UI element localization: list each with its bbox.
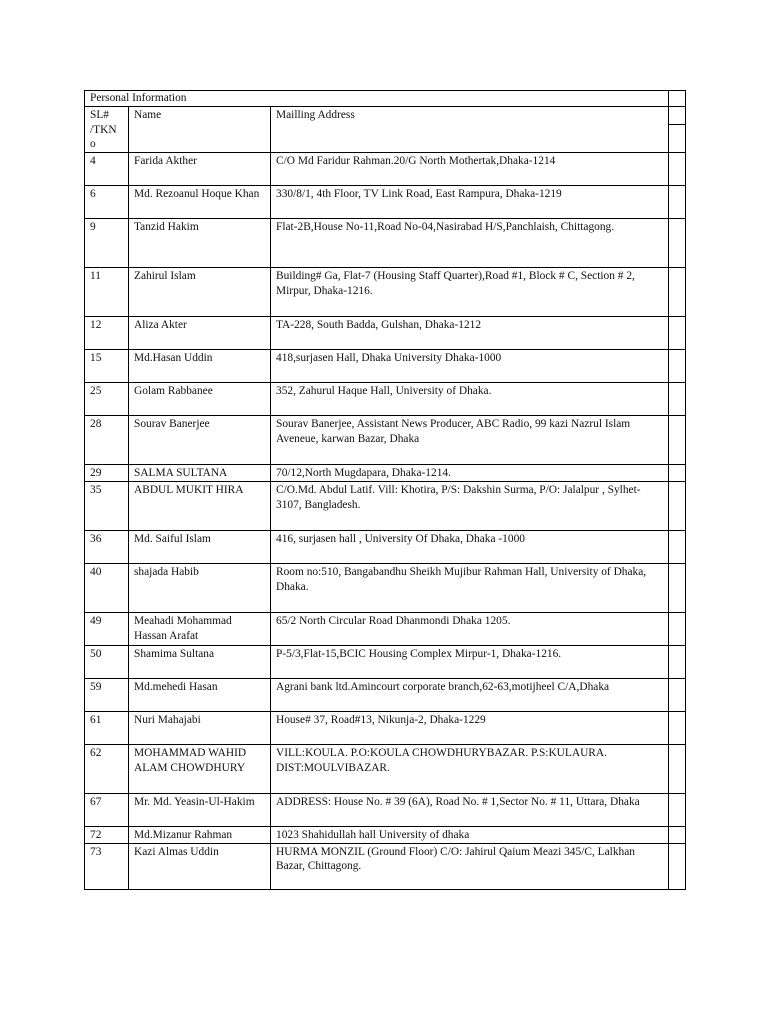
table-row — [85, 564, 686, 613]
table-row — [85, 350, 686, 383]
header-row — [85, 107, 686, 153]
cell-name: ABDUL MUKIT HIRA — [129, 482, 271, 531]
cell-name: Golam Rabbanee — [129, 383, 271, 416]
empty-cell — [669, 843, 686, 889]
empty-cell — [669, 794, 686, 827]
table-title: Personal Information — [85, 91, 669, 107]
cell-name: SALMA SULTANA — [129, 465, 271, 482]
table-row — [85, 465, 686, 482]
cell-sl: 12 — [85, 317, 129, 350]
cell-address: Sourav Banerjee, Assistant News Producer, ABC Radio, 99 kazi Nazrul Islam Aveneue, karwan Bazar, Dhaka — [271, 416, 669, 465]
cell-sl: 9 — [85, 219, 129, 268]
table-row — [85, 482, 686, 531]
cell-name: Nuri Mahajabi — [129, 712, 271, 745]
table-row — [85, 646, 686, 679]
cell-address: Agrani bank ltd.Amincourt corporate branch,62-63,motijheel C/A,Dhaka — [271, 679, 669, 712]
cell-address: 65/2 North Circular Road Dhanmondi Dhaka 1205. — [271, 613, 669, 646]
table-row — [85, 416, 686, 465]
cell-name: Zahirul Islam — [129, 268, 271, 317]
cell-name: Sourav Banerjee — [129, 416, 271, 465]
cell-sl: 6 — [85, 186, 129, 219]
cell-address: ADDRESS: House No. # 39 (6A), Road No. # 1,Sector No. # 11, Uttara, Dhaka — [271, 794, 669, 827]
cell-sl: 29 — [85, 465, 129, 482]
header-sl: SL# /TKN o — [85, 107, 129, 153]
empty-cell — [669, 745, 686, 794]
cell-address: House# 37, Road#13, Nikunja-2, Dhaka-1229 — [271, 712, 669, 745]
cell-sl: 28 — [85, 416, 129, 465]
empty-cell — [669, 679, 686, 712]
empty-cell — [669, 564, 686, 613]
table-row — [85, 186, 686, 219]
empty-cell — [669, 186, 686, 219]
empty-cell — [669, 465, 686, 482]
cell-sl: 4 — [85, 153, 129, 186]
cell-address: 330/8/1, 4th Floor, TV Link Road, East Rampura, Dhaka-1219 — [271, 186, 669, 219]
cell-name: Md.mehedi Hasan — [129, 679, 271, 712]
cell-sl: 67 — [85, 794, 129, 827]
cell-name: Md.Hasan Uddin — [129, 350, 271, 383]
cell-name: Mr. Md. Yeasin-Ul-Hakim — [129, 794, 271, 827]
cell-name: MOHAMMAD WAHID ALAM CHOWDHURY — [129, 745, 271, 794]
empty-cell — [669, 531, 686, 564]
empty-cell — [669, 219, 686, 268]
cell-address: P-5/3,Flat-15,BCIC Housing Complex Mirpur-1, Dhaka-1216. — [271, 646, 669, 679]
cell-sl: 61 — [85, 712, 129, 745]
cell-name: shajada Habib — [129, 564, 271, 613]
cell-name: Md. Saiful Islam — [129, 531, 271, 564]
empty-cell — [669, 416, 686, 465]
table-row — [85, 153, 686, 186]
cell-name: Aliza Akter — [129, 317, 271, 350]
empty-cell — [669, 153, 686, 186]
personal-info-table — [84, 90, 686, 890]
cell-sl: 40 — [85, 564, 129, 613]
empty-cell — [669, 268, 686, 317]
cell-address: Room no:510, Bangabandhu Sheikh Mujibur Rahman Hall, University of Dhaka, Dhaka. — [271, 564, 669, 613]
empty-cell — [669, 646, 686, 679]
cell-sl: 36 — [85, 531, 129, 564]
cell-sl: 25 — [85, 383, 129, 416]
table-body — [85, 91, 686, 890]
cell-name: Farida Akther — [129, 153, 271, 186]
cell-address: 70/12,North Mugdapara, Dhaka-1214. — [271, 465, 669, 482]
table-row — [85, 712, 686, 745]
cell-sl: 35 — [85, 482, 129, 531]
cell-address: C/O Md Faridur Rahman.20/G North Mothertak,Dhaka-1214 — [271, 153, 669, 186]
table-row — [85, 268, 686, 317]
cell-sl: 50 — [85, 646, 129, 679]
cell-address: 416, surjasen hall , University Of Dhaka, Dhaka -1000 — [271, 531, 669, 564]
cell-address: HURMA MONZIL (Ground Floor) C/O: Jahirul Qaium Meazi 345/C, Lalkhan Bazar, Chittagong. — [271, 843, 669, 889]
cell-address: 1023 Shahidullah hall University of dhaka — [271, 827, 669, 844]
cell-sl: 11 — [85, 268, 129, 317]
cell-sl: 72 — [85, 827, 129, 844]
empty-cell — [669, 107, 686, 153]
table-row — [85, 317, 686, 350]
title-row — [85, 91, 686, 107]
table-row — [85, 794, 686, 827]
cell-address: Building# Ga, Flat-7 (Housing Staff Quarter),Road #1, Block # C, Section # 2, Mirpur, Dhaka-1216. — [271, 268, 669, 317]
cell-name: Tanzid Hakim — [129, 219, 271, 268]
cell-name: Md.Mizanur Rahman — [129, 827, 271, 844]
empty-cell — [669, 712, 686, 745]
empty-cell — [669, 383, 686, 416]
table-row — [85, 843, 686, 889]
cell-name: Shamima Sultana — [129, 646, 271, 679]
header-name: Name — [129, 107, 271, 153]
cell-address: Flat-2B,House No-11,Road No-04,Nasirabad H/S,Panchlaish, Chittagong. — [271, 219, 669, 268]
table-row — [85, 383, 686, 416]
table-row — [85, 745, 686, 794]
table-row — [85, 531, 686, 564]
table-row — [85, 613, 686, 646]
table-row — [85, 679, 686, 712]
empty-cell — [669, 350, 686, 383]
cell-sl: 15 — [85, 350, 129, 383]
cell-sl: 59 — [85, 679, 129, 712]
empty-cell — [669, 613, 686, 646]
cell-name: Kazi Almas Uddin — [129, 843, 271, 889]
cell-address: C/O.Md. Abdul Latif. Vill: Khotira, P/S: Dakshin Surma, P/O: Jalalpur , Sylhet-3107, Bangladesh. — [271, 482, 669, 531]
cell-sl: 62 — [85, 745, 129, 794]
cell-name: Md. Rezoanul Hoque Khan — [129, 186, 271, 219]
empty-cell — [669, 827, 686, 844]
cell-address: TA-228, South Badda, Gulshan, Dhaka-1212 — [271, 317, 669, 350]
empty-cell — [669, 482, 686, 531]
empty-cell — [669, 91, 686, 107]
cell-sl: 73 — [85, 843, 129, 889]
header-address: Mailling Address — [271, 107, 669, 153]
cell-address: 352, Zahurul Haque Hall, University of Dhaka. — [271, 383, 669, 416]
table-row — [85, 219, 686, 268]
empty-cell — [669, 317, 686, 350]
cell-address: 418,surjasen Hall, Dhaka University Dhaka-1000 — [271, 350, 669, 383]
cell-name: Meahadi Mohammad Hassan Arafat — [129, 613, 271, 646]
table-row — [85, 827, 686, 844]
cell-address: VILL:KOULA. P.O:KOULA CHOWDHURYBAZAR. P.S:KULAURA. DIST:MOULVIBAZAR. — [271, 745, 669, 794]
cell-sl: 49 — [85, 613, 129, 646]
